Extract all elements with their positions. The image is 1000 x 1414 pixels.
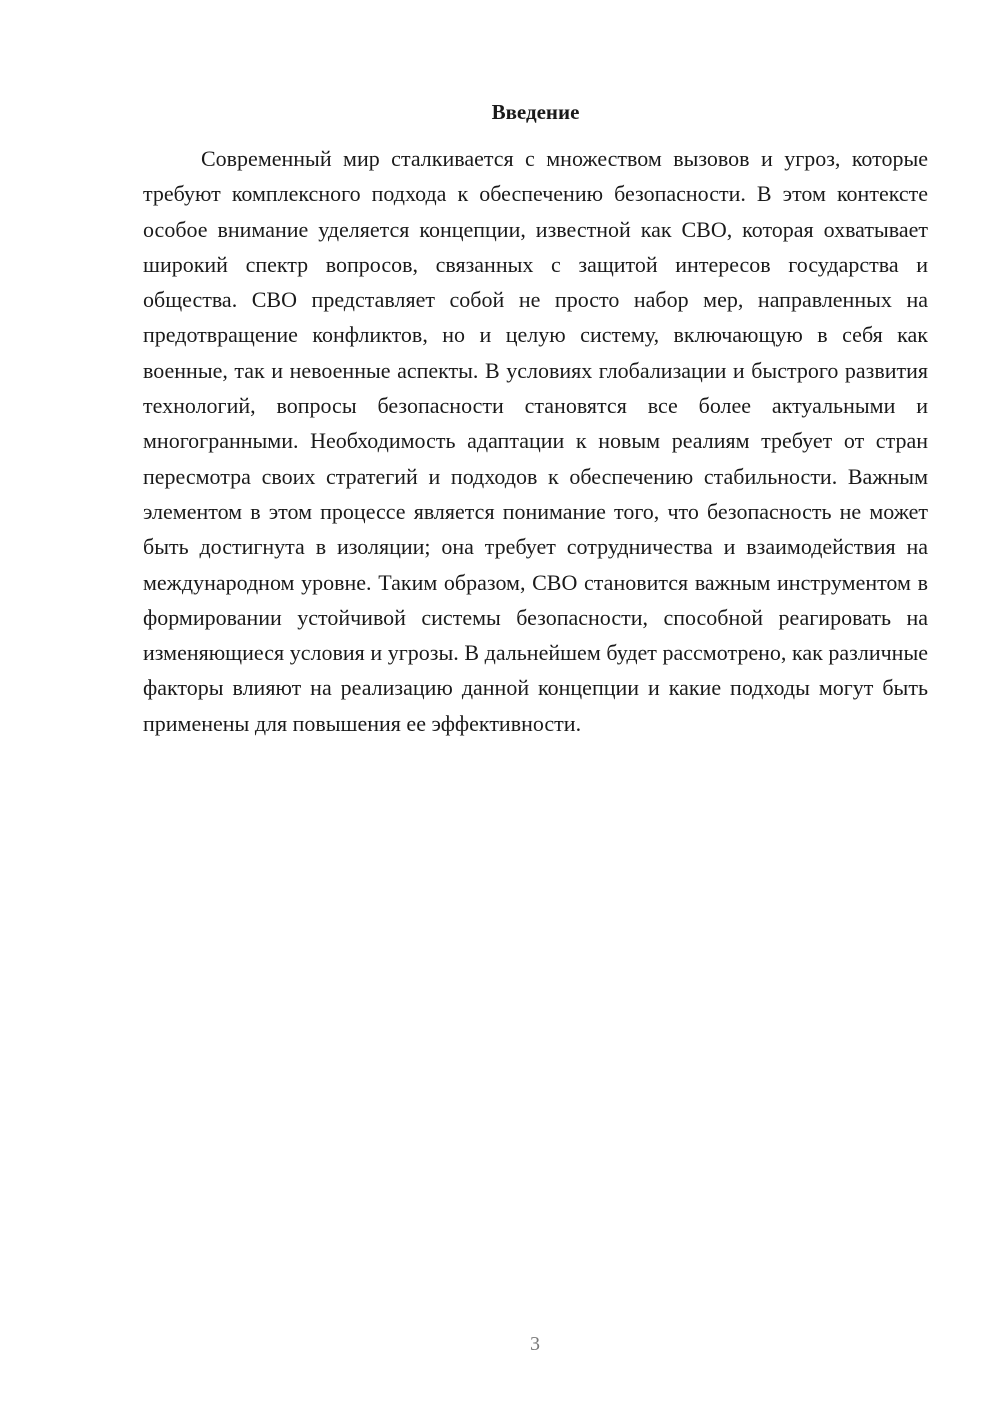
- body-paragraph: Современный мир сталкивается с множеством вызовов и угроз, которые требуют комплексного подхода к обеспечению безопасности. В этом контексте особое внимание уделяется концепции, известной как СВО, которая охватывает широкий спектр вопросов, связанных с защитой интересов государства и общества. СВО представляет собой не просто набор мер, направленных на предотвращение конфликтов, но и целую систему, включающую в себя как военные, так и невоенные аспекты. В условиях глобализации и быстрого развития технологий, вопросы безопасности становятся все более актуальными и многогранными. Необходимость адаптации к новым реалиям требует от стран пересмотра своих стратегий и подходов к обеспечению стабильности. Важным элементом в этом процессе является понимание того, что безопасность не может быть достигнута в изоляции; она требует сотрудничества и взаимодействия на международном уровне. Таким образом, СВО становится важным инструментом в формировании устойчивой системы безопасности, способной реагировать на изменяющиеся условия и угрозы. В дальнейшем будет рассмотрено, как различные факторы влияют на реализацию данной концепции и какие подходы могут быть применены для повышения ее эффективности.: [143, 146, 928, 736]
- page-number: 3: [530, 1333, 540, 1355]
- section-heading: Введение: [491, 100, 580, 124]
